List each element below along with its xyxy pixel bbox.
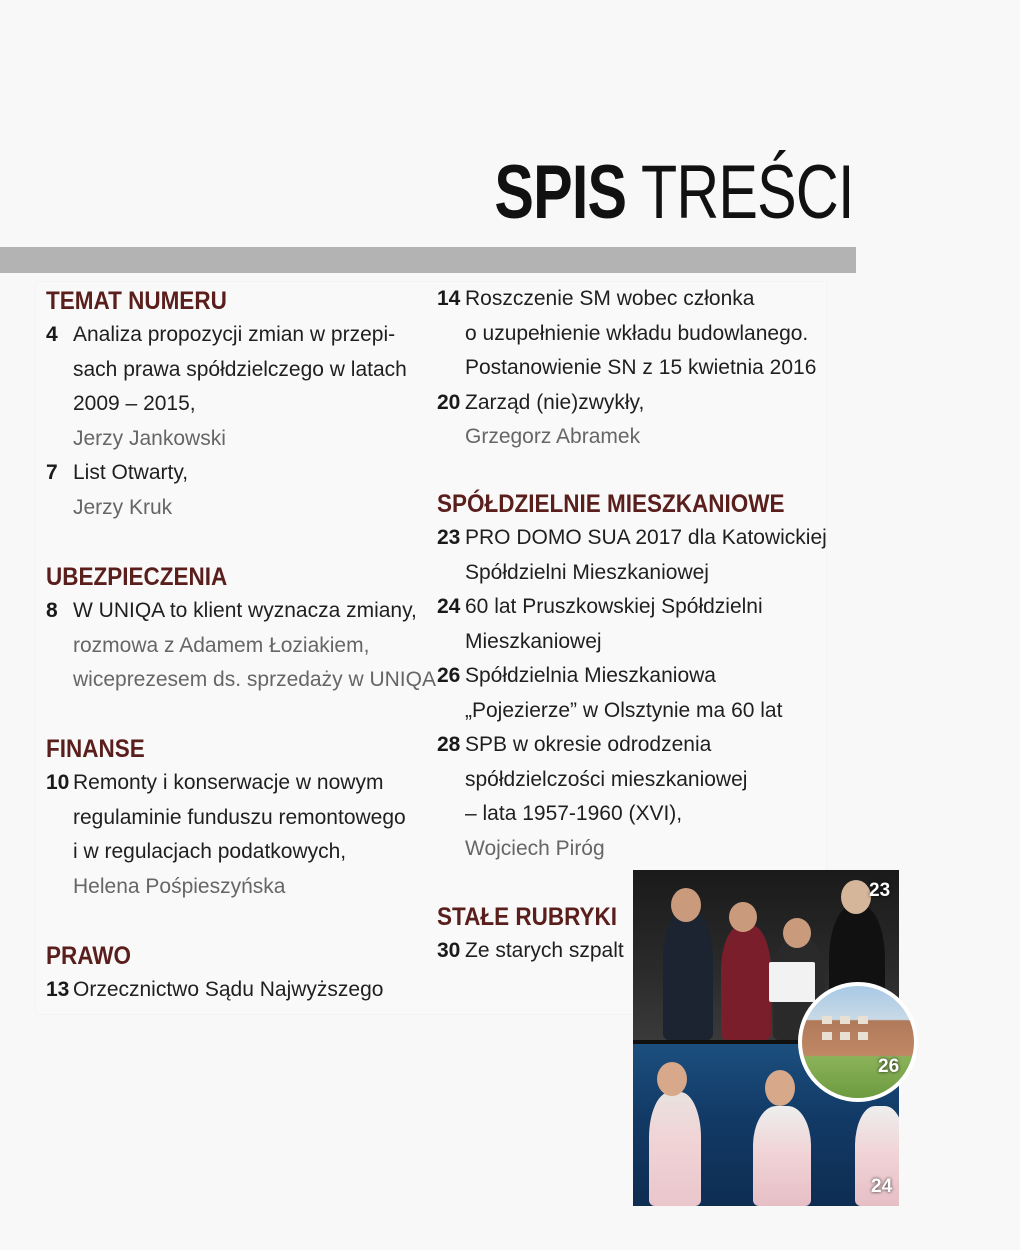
section-ubezpieczenia [46,560,436,698]
entry-author: Helena Pośpieszyńska [73,874,286,898]
title-divider-bar [0,247,856,273]
entry-line: PRO DOMO SUA 2017 dla Katowickiej [465,526,827,549]
entry-line: Remonty i konserwacje w nowym [73,771,384,794]
page-number: 20 [437,390,461,414]
entry-line: Ze starych szpalt [465,939,624,962]
toc-entry[interactable] [437,590,807,659]
entry-line: List Otwarty, [73,461,189,484]
section-heading: UBEZPIECZENIA [46,563,228,591]
page-number: 30 [437,939,461,962]
entry-line: Postanowienie SN z 15 kwietnia 2016 [465,356,817,379]
section-prawo-continued [437,282,817,455]
entry-author: Wojciech Piróg [465,836,605,860]
toc-entry[interactable] [46,456,418,525]
entry-author: Jerzy Kruk [73,495,173,519]
toc-entry[interactable] [437,659,807,728]
entry-line: Spółdzielni Mieszkaniowej [465,560,709,584]
entry-line: W UNIQA to klient wyznacza zmiany, [73,599,417,622]
singer-figure [753,1106,811,1206]
page-badge-23: 23 [869,880,891,901]
page-number: 7 [46,461,58,484]
toc-entry[interactable] [437,386,807,455]
section-heading: FINANSE [46,735,145,763]
toc-entry[interactable] [437,521,827,590]
entry-line: SPB w okresie odrodzenia [465,733,712,756]
toc-entry[interactable] [46,973,418,1008]
title-bold: SPIS [494,150,627,235]
entry-line: „Pojezierze” w Olsztynie ma 60 lat [465,698,783,722]
entry-line: Mieszkaniowej [465,629,602,653]
entry-line: Spółdzielnia Mieszkaniowa [465,664,716,687]
entry-line: – lata 1957-1960 (XVI), [465,802,683,825]
window [822,1016,832,1024]
person-head [729,902,757,932]
person-figure [663,910,713,1040]
entry-line: o uzupełnienie wkładu budowlanego. [465,321,809,345]
page-number: 28 [437,733,461,756]
page-number: 14 [437,287,461,310]
section-heading: SPÓŁDZIELNIE MIESZKANIOWE [437,490,785,518]
page-number: 13 [46,978,70,1001]
page-badge-24: 24 [871,1176,893,1197]
section-temat-numeru [46,284,418,525]
entry-author: Jerzy Jankowski [73,426,226,450]
entry-line: Analiza propozycji zmian w przepi- [73,323,396,346]
title-light: TREŚCI [641,150,854,235]
toc-entry[interactable] [46,318,418,456]
person-figure [721,925,771,1040]
toc-entry[interactable] [46,594,436,698]
singer-head [657,1062,687,1096]
person-head [783,918,811,948]
entry-line: i w regulacjach podatkowych, [73,840,347,863]
toc-entry[interactable] [437,728,807,866]
building-photo-circle [798,982,918,1102]
section-prawo [46,939,418,1008]
entry-line: sach prawa spółdzielczego w latach [73,357,407,381]
page-number: 8 [46,599,58,622]
window [858,1016,868,1024]
toc-entry[interactable] [46,766,418,904]
singer-figure [649,1092,701,1206]
section-finanse [46,732,418,904]
entry-line: 60 lat Pruszkowskiej Spółdzielni [465,595,763,618]
singer-head [765,1070,795,1106]
entry-line: 2009 – 2015, [73,392,196,415]
entry-line: spółdzielczości mieszkaniowej [465,767,748,791]
entry-line: Roszczenie SM wobec członka [465,287,755,310]
entry-author: rozmowa z Adamem Łoziakiem, [73,633,370,657]
toc-entry[interactable] [437,282,817,386]
diploma [769,962,815,1002]
entry-line: Zarząd (nie)zwykły, [465,390,645,414]
window [840,1016,850,1024]
section-heading: TEMAT NUMERU [46,287,227,315]
section-spoldzielnie-mieszkaniowe [437,487,827,866]
page-number: 26 [437,664,461,687]
entry-line: regulaminie funduszu remontowego [73,805,406,829]
entry-line: Orzecznictwo Sądu Najwyższego [73,978,384,1001]
section-heading: STAŁE RUBRYKI [437,903,617,931]
page-number: 24 [437,595,461,618]
page-badge-26: 26 [878,1056,900,1077]
window [840,1032,850,1040]
page-title [495,148,854,238]
person-head [671,888,701,922]
window [858,1032,868,1040]
page-number: 10 [46,771,70,794]
page-number: 4 [46,323,58,346]
section-heading: PRAWO [46,942,132,970]
person-head [841,880,871,914]
window [822,1032,832,1040]
page-number: 23 [437,526,461,549]
entry-author: wiceprezesem ds. sprzedaży w UNIQA [73,668,436,691]
entry-author: Grzegorz Abramek [465,425,641,448]
